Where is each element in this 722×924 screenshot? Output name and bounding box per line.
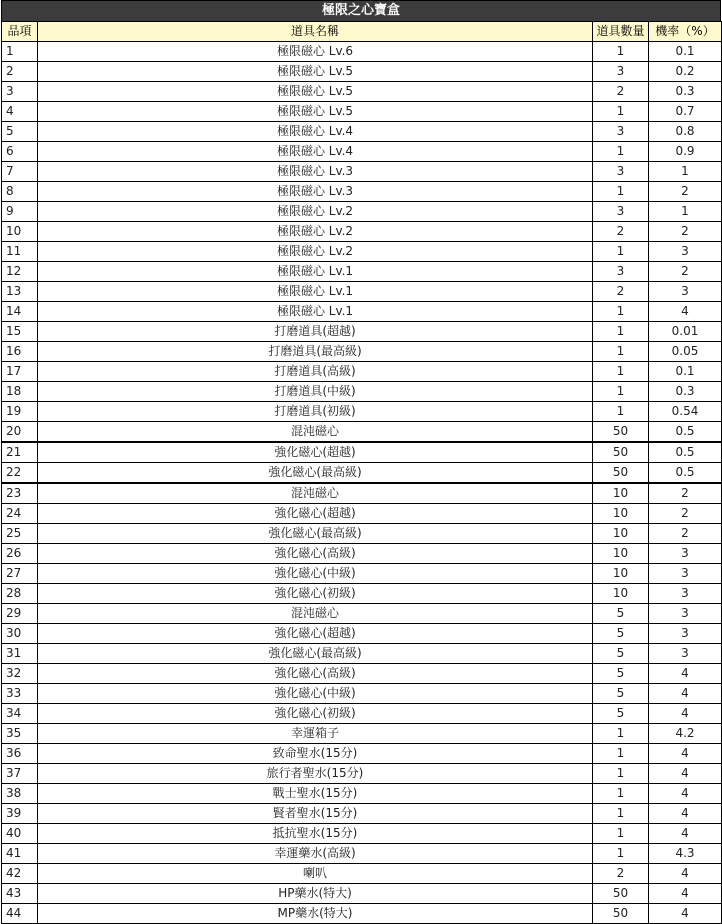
cell-probability: 3 (649, 544, 722, 564)
cell-item-name: HP藥水(特大) (38, 884, 593, 904)
cell-item-no: 38 (2, 784, 38, 804)
table-row (2, 402, 722, 422)
cell-item-name: 強化磁心(超越) (38, 624, 593, 644)
cell-item-no: 19 (2, 402, 38, 422)
cell-item-no: 25 (2, 524, 38, 544)
table-row (2, 242, 722, 262)
cell-quantity: 5 (593, 644, 649, 664)
cell-probability: 0.54 (649, 402, 722, 422)
cell-item-name: 打磨道具(中級) (38, 382, 593, 402)
cell-probability: 0.9 (649, 142, 722, 162)
cell-quantity: 1 (593, 784, 649, 804)
header-probability: 機率（%） (649, 22, 722, 42)
header-item-name: 道具名稱 (38, 22, 593, 42)
cell-quantity: 5 (593, 604, 649, 624)
cell-item-no: 36 (2, 744, 38, 764)
table-row (2, 544, 722, 564)
table-row (2, 222, 722, 242)
cell-item-no: 41 (2, 844, 38, 864)
cell-item-name: 強化磁心(高級) (38, 664, 593, 684)
cell-item-no: 1 (2, 42, 38, 62)
table-row (2, 844, 722, 864)
cell-probability: 4 (649, 764, 722, 784)
cell-probability: 4.2 (649, 724, 722, 744)
table-row (2, 504, 722, 524)
cell-item-no: 37 (2, 764, 38, 784)
cell-quantity: 1 (593, 764, 649, 784)
table-row (2, 202, 722, 222)
cell-item-no: 23 (2, 483, 38, 504)
cell-probability: 3 (649, 242, 722, 262)
cell-probability: 0.5 (649, 442, 722, 463)
table-row (2, 302, 722, 322)
cell-quantity: 1 (593, 362, 649, 382)
table-row (2, 282, 722, 302)
cell-probability: 0.5 (649, 463, 722, 484)
cell-probability: 1 (649, 162, 722, 182)
cell-item-no: 34 (2, 704, 38, 724)
table-row (2, 122, 722, 142)
cell-probability: 3 (649, 604, 722, 624)
cell-item-name: 戰士聖水(15分) (38, 784, 593, 804)
cell-probability: 3 (649, 282, 722, 302)
cell-probability: 4 (649, 784, 722, 804)
cell-item-no: 13 (2, 282, 38, 302)
cell-item-name: 強化磁心(超越) (38, 442, 593, 463)
cell-quantity: 5 (593, 704, 649, 724)
cell-quantity: 2 (593, 82, 649, 102)
table-row (2, 684, 722, 704)
cell-item-name: 強化磁心(初級) (38, 704, 593, 724)
cell-probability: 0.1 (649, 362, 722, 382)
cell-item-name: 抵抗聖水(15分) (38, 824, 593, 844)
table-row (2, 102, 722, 122)
table-row (2, 704, 722, 724)
cell-item-no: 32 (2, 664, 38, 684)
cell-quantity: 1 (593, 102, 649, 122)
cell-probability: 1 (649, 202, 722, 222)
cell-probability: 2 (649, 483, 722, 504)
cell-probability: 0.7 (649, 102, 722, 122)
drop-rate-table-container (1, 0, 721, 924)
table-body (2, 42, 722, 924)
drop-rate-table (1, 21, 722, 924)
table-row (2, 342, 722, 362)
cell-probability: 4 (649, 904, 722, 924)
cell-item-name: 強化磁心(超越) (38, 504, 593, 524)
cell-probability: 4 (649, 664, 722, 684)
cell-quantity: 10 (593, 483, 649, 504)
cell-item-name: 極限磁心 Lv.2 (38, 222, 593, 242)
cell-quantity: 3 (593, 162, 649, 182)
table-row (2, 82, 722, 102)
cell-probability: 0.3 (649, 82, 722, 102)
cell-item-no: 5 (2, 122, 38, 142)
table-row (2, 422, 722, 443)
table-row (2, 62, 722, 82)
cell-probability: 4 (649, 804, 722, 824)
cell-item-no: 3 (2, 82, 38, 102)
cell-probability: 3 (649, 624, 722, 644)
table-row (2, 884, 722, 904)
table-row (2, 564, 722, 584)
cell-item-no: 35 (2, 724, 38, 744)
cell-quantity: 10 (593, 564, 649, 584)
cell-quantity: 3 (593, 62, 649, 82)
cell-probability: 4 (649, 704, 722, 724)
cell-quantity: 1 (593, 402, 649, 422)
cell-probability: 3 (649, 564, 722, 584)
cell-probability: 3 (649, 584, 722, 604)
cell-probability: 0.01 (649, 322, 722, 342)
cell-item-no: 31 (2, 644, 38, 664)
cell-quantity: 50 (593, 422, 649, 443)
table-row (2, 483, 722, 504)
table-row (2, 624, 722, 644)
cell-probability: 0.05 (649, 342, 722, 362)
table-row (2, 664, 722, 684)
cell-probability: 2 (649, 222, 722, 242)
cell-item-no: 16 (2, 342, 38, 362)
cell-quantity: 5 (593, 624, 649, 644)
cell-item-name: 強化磁心(中級) (38, 564, 593, 584)
cell-item-no: 11 (2, 242, 38, 262)
table-row (2, 182, 722, 202)
cell-item-name: 混沌磁心 (38, 483, 593, 504)
cell-quantity: 10 (593, 524, 649, 544)
cell-quantity: 5 (593, 684, 649, 704)
table-title: 極限之心寶盒 (1, 0, 721, 21)
cell-quantity: 2 (593, 864, 649, 884)
cell-probability: 4 (649, 684, 722, 704)
cell-item-name: 幸運箱子 (38, 724, 593, 744)
cell-item-no: 24 (2, 504, 38, 524)
cell-item-name: 強化磁心(高級) (38, 544, 593, 564)
cell-quantity: 1 (593, 242, 649, 262)
cell-item-name: 極限磁心 Lv.4 (38, 122, 593, 142)
cell-item-name: 極限磁心 Lv.2 (38, 202, 593, 222)
cell-item-name: 致命聖水(15分) (38, 744, 593, 764)
cell-probability: 4.3 (649, 844, 722, 864)
cell-item-name: 混沌磁心 (38, 422, 593, 443)
table-row (2, 142, 722, 162)
cell-item-name: 極限磁心 Lv.3 (38, 182, 593, 202)
cell-item-name: 打磨道具(超越) (38, 322, 593, 342)
cell-item-name: 幸運藥水(高級) (38, 844, 593, 864)
cell-probability: 2 (649, 182, 722, 202)
cell-quantity: 3 (593, 262, 649, 282)
cell-quantity: 1 (593, 744, 649, 764)
cell-probability: 0.5 (649, 422, 722, 443)
table-row (2, 744, 722, 764)
cell-quantity: 1 (593, 844, 649, 864)
cell-quantity: 10 (593, 584, 649, 604)
header-quantity: 道具數量 (593, 22, 649, 42)
cell-item-no: 21 (2, 442, 38, 463)
cell-item-name: 打磨道具(初級) (38, 402, 593, 422)
cell-quantity: 1 (593, 724, 649, 744)
cell-item-no: 17 (2, 362, 38, 382)
cell-item-name: MP藥水(特大) (38, 904, 593, 924)
cell-item-name: 打磨道具(最高級) (38, 342, 593, 362)
table-row (2, 724, 722, 744)
table-row (2, 904, 722, 924)
cell-item-name: 極限磁心 Lv.5 (38, 102, 593, 122)
table-row (2, 764, 722, 784)
cell-item-no: 8 (2, 182, 38, 202)
cell-item-no: 12 (2, 262, 38, 282)
cell-item-no: 33 (2, 684, 38, 704)
cell-item-name: 極限磁心 Lv.5 (38, 62, 593, 82)
cell-item-name: 極限磁心 Lv.4 (38, 142, 593, 162)
table-row (2, 604, 722, 624)
cell-quantity: 1 (593, 804, 649, 824)
cell-probability: 4 (649, 302, 722, 322)
cell-probability: 4 (649, 824, 722, 844)
table-row (2, 824, 722, 844)
cell-quantity: 2 (593, 222, 649, 242)
cell-probability: 4 (649, 884, 722, 904)
cell-probability: 2 (649, 504, 722, 524)
table-row (2, 322, 722, 342)
cell-item-name: 極限磁心 Lv.2 (38, 242, 593, 262)
cell-item-name: 強化磁心(最高級) (38, 524, 593, 544)
cell-item-no: 28 (2, 584, 38, 604)
cell-item-no: 40 (2, 824, 38, 844)
cell-probability: 0.8 (649, 122, 722, 142)
table-row (2, 262, 722, 282)
table-row (2, 804, 722, 824)
cell-quantity: 1 (593, 302, 649, 322)
table-row (2, 644, 722, 664)
cell-item-no: 42 (2, 864, 38, 884)
cell-item-name: 極限磁心 Lv.1 (38, 262, 593, 282)
cell-quantity: 1 (593, 142, 649, 162)
cell-quantity: 1 (593, 382, 649, 402)
cell-item-no: 29 (2, 604, 38, 624)
cell-item-no: 10 (2, 222, 38, 242)
cell-item-name: 旅行者聖水(15分) (38, 764, 593, 784)
table-row (2, 42, 722, 62)
cell-item-no: 14 (2, 302, 38, 322)
cell-probability: 0.1 (649, 42, 722, 62)
table-row (2, 584, 722, 604)
header-row (2, 22, 722, 42)
cell-quantity: 50 (593, 884, 649, 904)
cell-item-name: 極限磁心 Lv.1 (38, 282, 593, 302)
table-row (2, 162, 722, 182)
cell-item-no: 7 (2, 162, 38, 182)
cell-item-no: 22 (2, 463, 38, 484)
cell-item-no: 43 (2, 884, 38, 904)
table-row (2, 382, 722, 402)
cell-quantity: 1 (593, 322, 649, 342)
table-row (2, 784, 722, 804)
cell-quantity: 1 (593, 342, 649, 362)
cell-item-name: 極限磁心 Lv.3 (38, 162, 593, 182)
cell-item-name: 混沌磁心 (38, 604, 593, 624)
cell-item-name: 極限磁心 Lv.5 (38, 82, 593, 102)
cell-item-no: 9 (2, 202, 38, 222)
table-row (2, 463, 722, 484)
cell-item-name: 強化磁心(中級) (38, 684, 593, 704)
cell-quantity: 1 (593, 42, 649, 62)
cell-item-name: 強化磁心(最高級) (38, 463, 593, 484)
cell-item-no: 20 (2, 422, 38, 443)
header-item-no: 品項 (2, 22, 38, 42)
cell-quantity: 3 (593, 122, 649, 142)
cell-probability: 2 (649, 262, 722, 282)
cell-quantity: 2 (593, 282, 649, 302)
cell-item-no: 26 (2, 544, 38, 564)
cell-quantity: 1 (593, 824, 649, 844)
cell-item-name: 極限磁心 Lv.6 (38, 42, 593, 62)
cell-item-no: 30 (2, 624, 38, 644)
cell-quantity: 10 (593, 544, 649, 564)
cell-item-no: 18 (2, 382, 38, 402)
cell-quantity: 10 (593, 504, 649, 524)
cell-item-no: 2 (2, 62, 38, 82)
cell-item-no: 4 (2, 102, 38, 122)
cell-item-no: 15 (2, 322, 38, 342)
cell-quantity: 50 (593, 442, 649, 463)
cell-item-no: 27 (2, 564, 38, 584)
table-row (2, 362, 722, 382)
cell-probability: 3 (649, 644, 722, 664)
cell-item-name: 強化磁心(最高級) (38, 644, 593, 664)
cell-item-name: 極限磁心 Lv.1 (38, 302, 593, 322)
cell-probability: 4 (649, 864, 722, 884)
cell-quantity: 50 (593, 904, 649, 924)
cell-item-name: 打磨道具(高級) (38, 362, 593, 382)
cell-probability: 0.3 (649, 382, 722, 402)
cell-quantity: 3 (593, 202, 649, 222)
cell-item-no: 39 (2, 804, 38, 824)
table-row (2, 442, 722, 463)
cell-probability: 2 (649, 524, 722, 544)
cell-item-name: 強化磁心(初級) (38, 584, 593, 604)
table-row (2, 864, 722, 884)
cell-quantity: 1 (593, 182, 649, 202)
cell-item-name: 喇叭 (38, 864, 593, 884)
cell-probability: 0.2 (649, 62, 722, 82)
cell-item-no: 44 (2, 904, 38, 924)
table-row (2, 524, 722, 544)
cell-quantity: 50 (593, 463, 649, 484)
cell-probability: 4 (649, 744, 722, 764)
cell-item-no: 6 (2, 142, 38, 162)
cell-item-name: 賢者聖水(15分) (38, 804, 593, 824)
cell-quantity: 5 (593, 664, 649, 684)
